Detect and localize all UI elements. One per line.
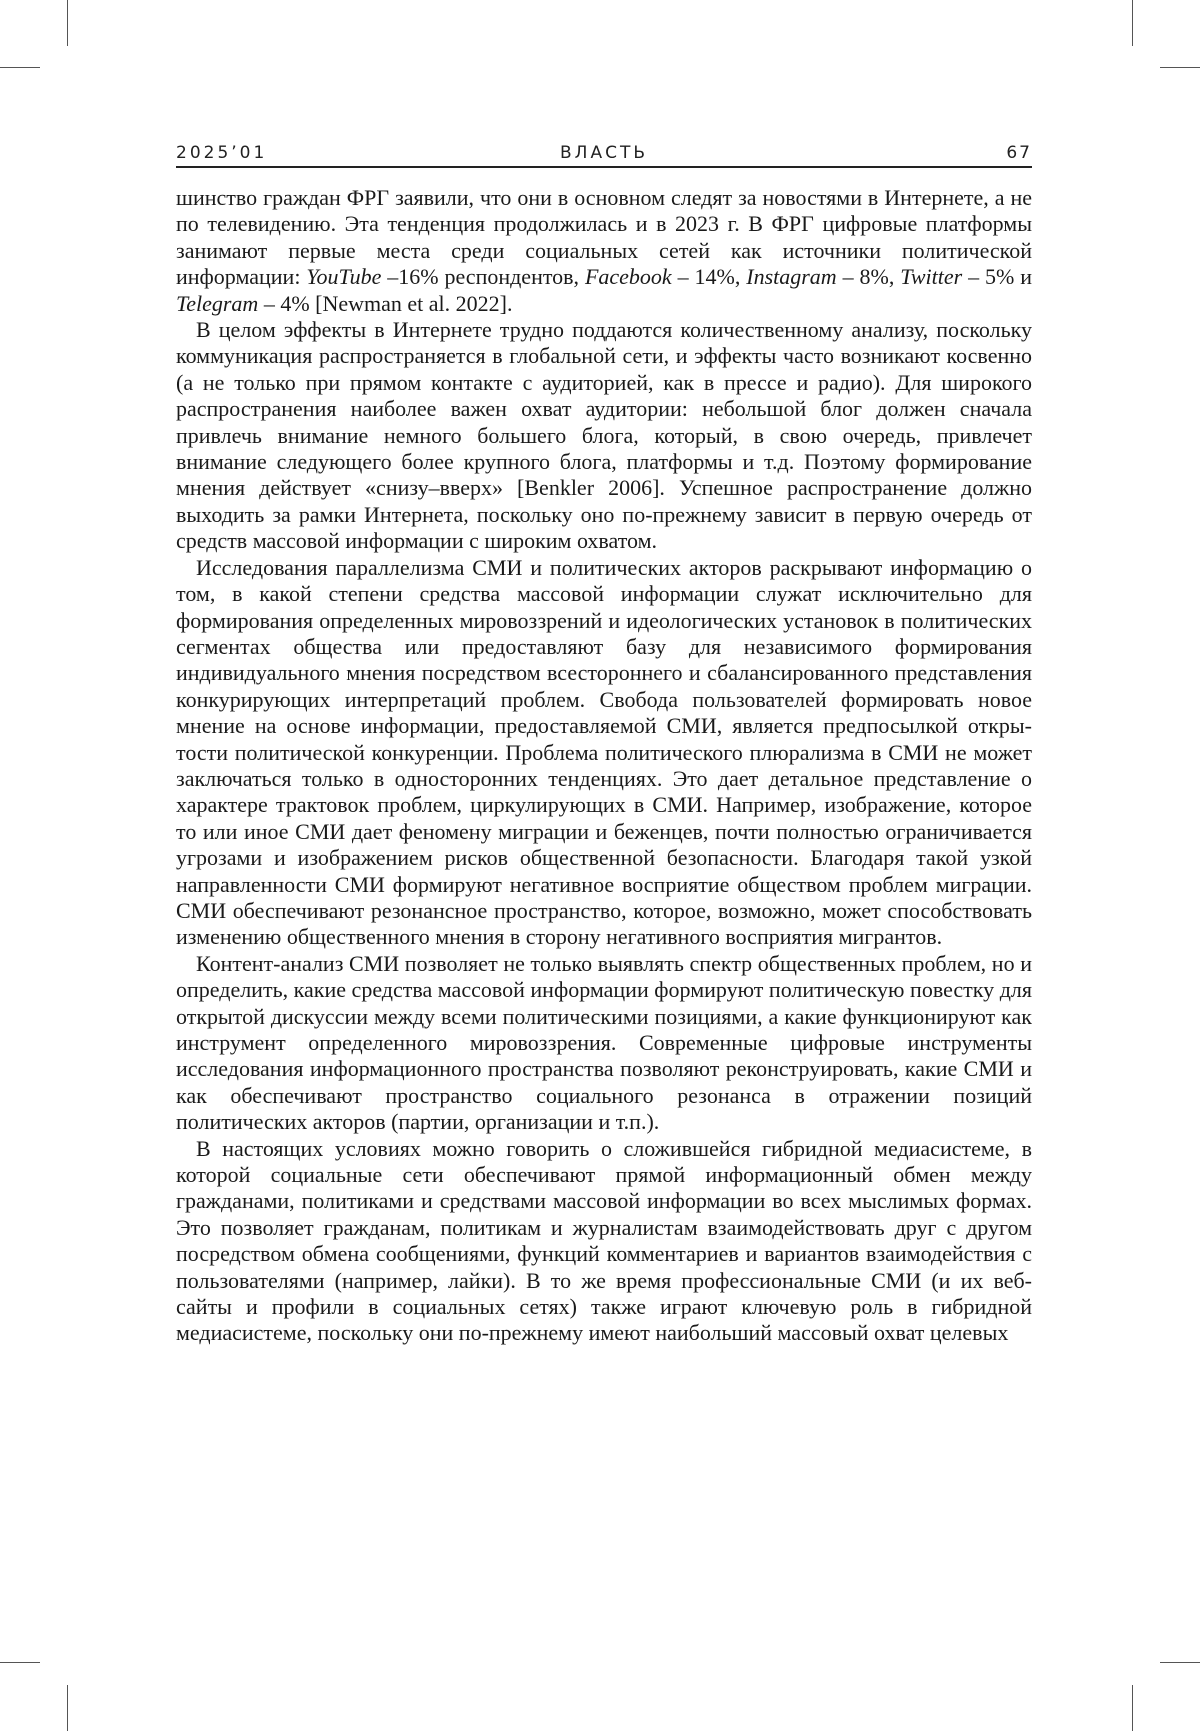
running-header <box>176 142 1032 168</box>
crop-mark <box>1160 1662 1200 1663</box>
text-run: – 8%, <box>837 264 901 289</box>
paragraph-3 <box>176 555 1032 951</box>
issue-number: 2025’01 <box>176 142 267 164</box>
platform-name: Telegram <box>176 291 258 316</box>
crop-mark <box>67 0 68 46</box>
journal-title: ВЛАСТЬ <box>176 142 1032 164</box>
crop-mark <box>67 1685 68 1731</box>
platform-name: Instagram <box>746 264 836 289</box>
text-run: Исследования параллелизма СМИ и политических акторов раскрывают информацию о том, в какой степени средства массовой информации служат исключительно для формирования определенных мировоззрений и идеоло­гических установок в политических сегментах общества или предоставляют базу для независимого формирования индивидуального мнения посредством всестороннего и сбалансированного представления конкурирующих интер­претаций проблем. Свобода пользователей формировать новое мнение на основе информации, предоставляемой СМИ, является предпосылкой откры­тости политической конкуренции. Проблема политического плюрализма в СМИ не может заключаться только в односторонних тенденциях. Это дает детальное представление о характере трактовок проблем, циркулирующих в СМИ. Например, изображение, которое то или иное СМИ дает феномену миграции и беженцев, почти полностью ограничивается угрозами и изобра­жением рисков общественной безопасности. Благодаря такой узкой направ­ленности СМИ формируют негативное восприятие обществом проблем миграции. СМИ обеспечивают резонансное пространство, которое, воз­можно, может способствовать изменению общественного мнения в сторону негативного восприятия мигрантов. <box>176 555 1032 950</box>
paragraph-5 <box>176 1136 1032 1347</box>
text-run: В настоящих условиях можно говорить о сложившейся гибридной медиаси­стеме, в которой социальные сети обеспечивают прямой информационный обмен между гражданами, политиками и средствами массовой информации во всех мыслимых формах. Это позволяет гражданам, политикам и журналистам взаимодействовать друг с другом посредством обмена сообщениями, функ­ций комментариев и вариантов взаимодействия с пользователями (например, лайки). В то же время профессиональные СМИ (и их веб-сайты и профили в социальных сетях) также играют ключевую роль в гибридной медиасистеме, поскольку они по-прежнему имеют наибольший массовый охват целевых <box>176 1136 1032 1346</box>
text-run: – 14%, <box>672 264 747 289</box>
paragraph-1 <box>176 185 1032 317</box>
text-run: шинство граждан ФРГ заявили, что они в основном следят за новостями в Интернете, а не по телевидению. Эта тенденция продолжилась и в 2023 г. В ФРГ цифровые платформы занимают первые места среди социальных сетей как источники политической информации: <box>176 185 1032 289</box>
text-run: – 4% [Newman et al. 2022]. <box>258 291 512 316</box>
text-run: – 5% и <box>962 264 1032 289</box>
platform-name: Twitter <box>900 264 962 289</box>
page-number: 67 <box>1006 142 1032 164</box>
paragraph-2 <box>176 317 1032 555</box>
paragraph-4 <box>176 951 1032 1136</box>
crop-mark <box>0 67 40 68</box>
text-run: –16% респондентов, <box>381 264 585 289</box>
crop-mark <box>1160 67 1200 68</box>
crop-mark <box>1132 0 1133 46</box>
platform-name: YouTube <box>306 264 381 289</box>
text-run: В целом эффекты в Интернете трудно поддаются количественному анализу, поскольку коммуникация распространяется в глобальной сети, и эффекты часто возникают косвенно (а не только при прямом контакте с аудиторией, как в прессе и радио). Для широкого распространения наиболее важен охват аудитории: небольшой блог должен сначала привлечь внимание немного большего блога, который, в свою очередь, привлечет внимание следующего более крупного блога, платформы и т.д. Поэтому формирование мнения действует «снизу–вверх» [Benkler 2006]. Успешное распространение должно выходить за рамки Интернета, поскольку оно по-прежнему зависит в первую очередь от средств массовой информации с широким охватом. <box>176 317 1032 553</box>
crop-mark <box>0 1662 40 1663</box>
body-text <box>176 185 1032 1347</box>
platform-name: Facebook <box>585 264 672 289</box>
crop-mark <box>1132 1685 1133 1731</box>
text-run: Контент-анализ СМИ позволяет не только выявлять спектр общественных проблем, но и определить, какие средства массовой информации формируют политическую повестку для открытой дискуссии между всеми политиче­скими позициями, а какие функционируют как инструмент определенного мировоззрения. Современные цифровые инструменты исследования инфор­мационного пространства позволяют реконструировать, какие СМИ и как обеспечивают пространство социального резонанса в отражении позиций политических акторов (партии, организации и т.п.). <box>176 951 1032 1134</box>
